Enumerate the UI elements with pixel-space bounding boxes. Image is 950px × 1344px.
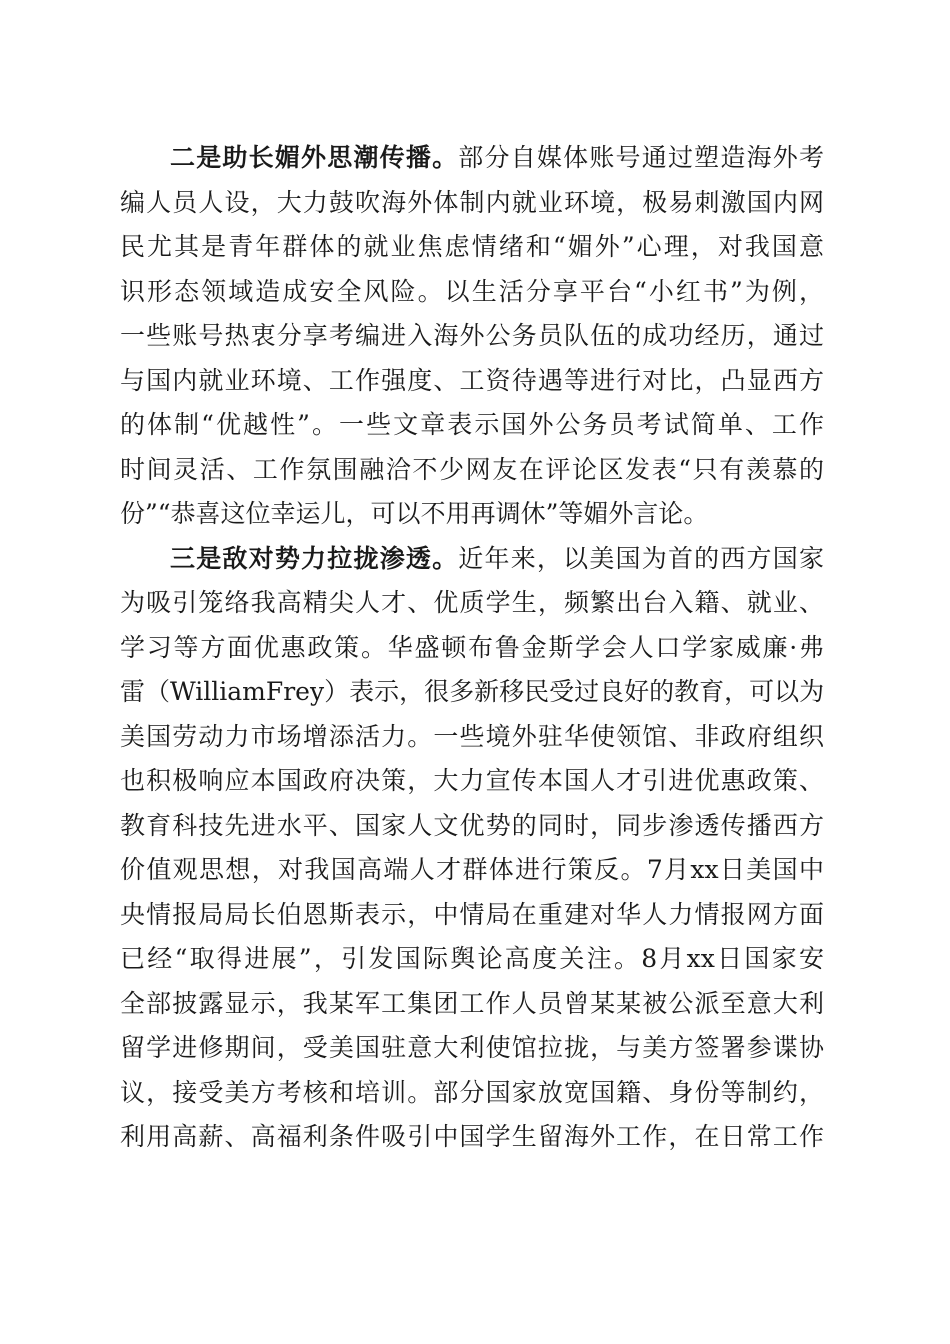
text-line: 美国劳动力市场增添活力。一些境外驻华使领馆、非政府组织 (120, 721, 824, 751)
text-line: 全部披露显示，我某军工集团工作人员曾某某被公派至意大利 (120, 988, 824, 1018)
text-line: 编人员人设，大力鼓吹海外体制内就业环境，极易刺激国内网 (120, 187, 824, 217)
text-line: 利用高薪、高福利条件吸引中国学生留海外工作，在日常工作 (120, 1122, 824, 1151)
text-line: 已经“取得进展”，引发国际舆论高度关注。8月xx日国家安 (120, 944, 824, 973)
text-span: 部分自媒体账号通过塑造海外考 (458, 143, 824, 172)
text-line: 为吸引笼络我高精尖人才、优质学生，频繁出台入籍、就业、 (120, 588, 824, 617)
text-line: 份”“恭喜这位幸运儿，可以不用再调休”等媚外言论。 (120, 499, 709, 528)
text-line: 一些账号热衷分享考编进入海外公务员队伍的成功经历，通过 (120, 321, 824, 350)
paragraph-heading: 三是敌对势力拉拢渗透。 (170, 543, 459, 573)
document-page (120, 136, 824, 1160)
paragraph-heading: 二是助长媚外思潮传播。 (170, 143, 459, 172)
text-line: 学习等方面优惠政策。华盛顿布鲁金斯学会人口学家威廉·弗 (120, 632, 824, 662)
text-line: 议，接受美方考核和培训。部分国家放宽国籍、身份等制约， (120, 1077, 824, 1107)
text-line: 央情报局局长伯恩斯表示，中情局在重建对华人力情报网方面 (120, 899, 824, 929)
text-line: 的体制“优越性”。一些文章表示国外公务员考试简单、工作 (120, 410, 824, 439)
paragraph-hostile-forces (120, 537, 824, 1160)
paragraph-first-line (120, 537, 824, 582)
text-span: 近年来，以美国为首的西方国家 (458, 543, 824, 573)
text-line: 时间灵活、工作氛围融洽不少网友在评论区发表“只有羡慕的 (120, 454, 824, 484)
text-line: 留学进修期间，受美国驻意大利使馆拉拢，与美方签署参谍协 (120, 1033, 824, 1062)
text-line: 价值观思想，对我国高端人才群体进行策反。7月xx日美国中 (120, 855, 824, 884)
text-line: 教育科技先进水平、国家人文优势的同时，同步渗透传播西方 (120, 810, 824, 840)
text-line: 雷（WilliamFrey）表示，很多新移民受过良好的教育，可以为 (120, 677, 824, 706)
paragraph-media-influence (120, 136, 824, 537)
text-line: 也积极响应本国政府决策，大力宣传本国人才引进优惠政策、 (120, 766, 824, 795)
text-line: 民尤其是青年群体的就业焦虑情绪和“媚外”心理，对我国意 (120, 232, 824, 261)
text-line: 与国内就业环境、工作强度、工资待遇等进行对比，凸显西方 (120, 365, 824, 395)
text-line: 识形态领域造成安全风险。以生活分享平台“小红书”为例， (120, 276, 824, 306)
paragraph-first-line (120, 136, 824, 181)
